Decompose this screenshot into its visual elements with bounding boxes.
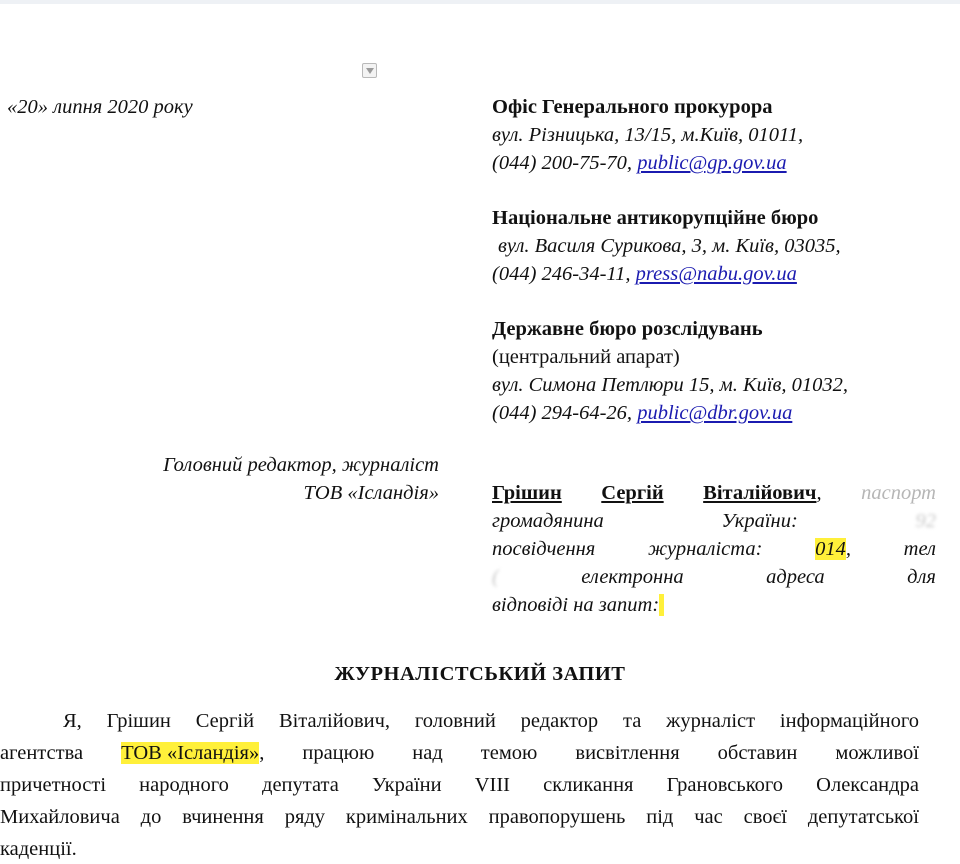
body-word: депутата (262, 774, 339, 796)
body-word: Грішин (106, 710, 171, 732)
body-word: кримінальних (345, 806, 468, 828)
sender-name-word: Сергій (601, 482, 664, 504)
recipient-name-nabu: Національне антикорупційне бюро (492, 207, 819, 229)
body-word: під (646, 806, 674, 828)
body-word: агентства (0, 742, 84, 764)
body-word: Грановського (666, 774, 784, 796)
body-word: працюю (302, 742, 375, 764)
sender-word: адреса (766, 566, 825, 588)
highlighted-number: 014 (815, 538, 846, 560)
body-word: своєї (743, 806, 787, 828)
body-line-5: каденції. (0, 838, 77, 860)
recipient-address-prosecutor: вул. Різницька, 13/15, м.Київ, 01011, (492, 124, 804, 146)
email-link[interactable]: press@nabu.gov.ua (635, 263, 797, 285)
sender-word: журналіста: (647, 538, 763, 560)
collapse-arrow-icon[interactable] (362, 63, 377, 78)
body-word: редактор (520, 710, 599, 732)
body-word: висвітлення (575, 742, 680, 764)
recipient-phone: (044) 294-64-26, (492, 402, 638, 424)
body-word: темою (480, 742, 538, 764)
email-link[interactable]: public@gp.gov.ua (637, 152, 787, 174)
reply-label: відповіді на запит: (492, 594, 660, 616)
sender-line-1 (492, 482, 936, 505)
body-word: головний (414, 710, 496, 732)
recipient-address-dbr: вул. Симона Петлюри 15, м. Київ, 01032, (492, 374, 849, 396)
body-word: вчинення (182, 806, 264, 828)
recipient-name-prosecutor: Офіс Генерального прокурора (492, 96, 773, 118)
body-word: , (259, 742, 265, 764)
body-word: України (371, 774, 442, 796)
body-line-4 (0, 806, 919, 829)
body-word: можливої (835, 742, 919, 764)
recipient-subtitle-dbr: (центральний апарат) (492, 346, 680, 368)
body-word: та (623, 710, 642, 732)
sender-line-2 (492, 510, 936, 533)
recipient-address-nabu: вул. Василя Сурикова, 3, м. Київ, 03035, (498, 235, 841, 257)
sender-word: електронна (581, 566, 684, 588)
body-word: Віталійович, (278, 710, 391, 732)
recipient-contact-nabu (492, 263, 797, 286)
body-word: депутатської (807, 806, 919, 828)
body-line-3 (0, 774, 919, 797)
body-word: Я, (63, 710, 82, 732)
highlighted-company: ТОВ «Ісландія» (121, 742, 260, 764)
redacted-email-highlight (659, 594, 664, 616)
email-link[interactable]: public@dbr.gov.ua (637, 402, 793, 424)
body-line-2 (0, 742, 919, 765)
sender-line-5 (492, 594, 664, 617)
body-word: Сергій (195, 710, 255, 732)
sender-word: України: (721, 510, 798, 532)
body-word: правопорушень (488, 806, 626, 828)
sender-word: громадянина (492, 510, 604, 532)
page-top-edge (0, 0, 960, 4)
body-word: VIII (474, 774, 511, 796)
redacted-passport: 92 (915, 510, 936, 532)
body-word: обставин (717, 742, 798, 764)
sender-word: тел (903, 538, 936, 560)
body-word: Михайловича (0, 806, 120, 828)
body-word: час (694, 806, 723, 828)
sender-word: для (907, 566, 936, 588)
body-word: народного (139, 774, 229, 796)
body-word: Олександра (816, 774, 919, 796)
recipient-phone: (044) 246-34-11, (492, 263, 636, 285)
document-date: «20» липня 2020 року (7, 96, 193, 118)
sender-role-line2: ТОВ «Ісландія» (303, 482, 439, 504)
body-word: до (140, 806, 162, 828)
request-heading: ЖУРНАЛІСТСЬКИЙ ЗАПИТ (334, 663, 626, 685)
sender-word: , (845, 538, 851, 560)
sender-word: посвідчення (492, 538, 596, 560)
sender-line-3 (492, 538, 936, 561)
sender-name-comma: , (816, 482, 822, 504)
passport-label: паспорт (861, 482, 936, 504)
redacted-phone: ( (492, 566, 499, 588)
body-word: журналіст (666, 710, 756, 732)
recipient-name-dbr: Державне бюро розслідувань (492, 318, 763, 340)
sender-line-4 (492, 566, 936, 589)
sender-name-word: Віталійович (703, 482, 817, 504)
body-word: інформаційного (779, 710, 919, 732)
recipient-contact-dbr (492, 402, 792, 425)
sender-name-word: Грішин (492, 482, 562, 504)
body-word: над (412, 742, 443, 764)
body-word: ряду (284, 806, 326, 828)
recipient-phone: (044) 200-75-70, (492, 152, 638, 174)
body-word: скликання (543, 774, 634, 796)
body-word: причетності (0, 774, 107, 796)
sender-role-line1: Головний редактор, журналіст (163, 454, 439, 476)
body-line-1 (63, 710, 919, 733)
recipient-contact-prosecutor (492, 152, 787, 175)
